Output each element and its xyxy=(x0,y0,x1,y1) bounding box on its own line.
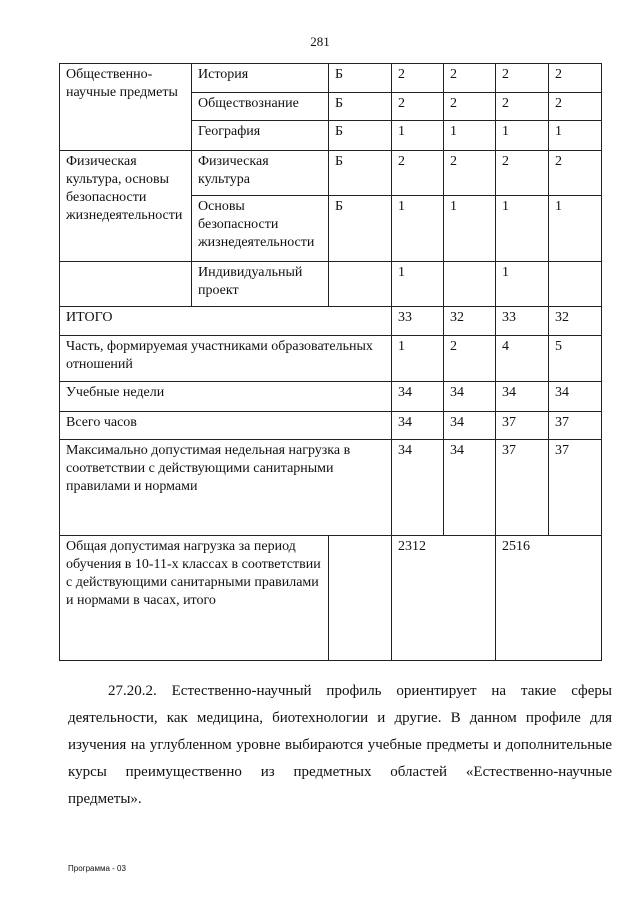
hours-cell: 34 xyxy=(496,382,549,412)
subject-area-cell: Общественно-научные предметы xyxy=(60,64,192,151)
hours-cell: 34 xyxy=(444,382,496,412)
hours-cell: 1 xyxy=(392,262,444,307)
hours-cell: 1 xyxy=(496,121,549,151)
table-row xyxy=(60,536,602,661)
total-load-cell: 2312 xyxy=(392,536,496,661)
level-cell: Б xyxy=(329,64,392,93)
hours-cell: 2 xyxy=(444,336,496,382)
hours-cell: 37 xyxy=(549,440,602,536)
level-cell: Б xyxy=(329,196,392,262)
table-row xyxy=(60,151,602,196)
hours-cell: 2 xyxy=(496,64,549,93)
hours-cell: 1 xyxy=(496,262,549,307)
hours-cell: 1 xyxy=(549,121,602,151)
hours-cell: 34 xyxy=(549,382,602,412)
subject-cell: Основы безопасности жизнедеятельности xyxy=(192,196,329,262)
hours-cell: 37 xyxy=(496,440,549,536)
hours-cell: 34 xyxy=(392,412,444,440)
hours-cell: 2 xyxy=(392,151,444,196)
page-number: 281 xyxy=(310,34,330,49)
table-row xyxy=(60,336,602,382)
subject-cell: Индивидуальный проект xyxy=(192,262,329,307)
hours-cell: 37 xyxy=(549,412,602,440)
level-cell: Б xyxy=(329,93,392,121)
hours-cell: 2 xyxy=(392,93,444,121)
hours-cell: 1 xyxy=(549,196,602,262)
table-row xyxy=(60,307,602,336)
summary-label-cell: Часть, формируемая участниками образовательных отношений xyxy=(60,336,392,382)
hours-cell: 37 xyxy=(496,412,549,440)
subject-cell: История xyxy=(192,64,329,93)
paragraph: 27.20.2. Естественно-научный профиль ориентирует на такие сферы деятельности, как медицина, биотехнологии и другие. В данном профиле для изучения на углубленном уровне выбираются учебные предметы и дополнительные курсы преимущественно из предметных областей «Естественно-научные предметы». xyxy=(68,683,612,807)
total-load-label-cell: Общая допустимая нагрузка за период обучения в 10-11-х классах в соответствии с действующими санитарными правилами и нормами в часах, итого xyxy=(60,536,329,661)
hours-cell: 2 xyxy=(444,151,496,196)
table-row xyxy=(60,382,602,412)
level-cell: Б xyxy=(329,121,392,151)
hours-cell: 32 xyxy=(444,307,496,336)
hours-cell: 34 xyxy=(444,440,496,536)
hours-cell: 2 xyxy=(444,64,496,93)
hours-cell: 1 xyxy=(392,336,444,382)
body-text xyxy=(68,678,612,813)
hours-cell: 1 xyxy=(444,196,496,262)
hours-cell: 1 xyxy=(392,196,444,262)
hours-cell: 4 xyxy=(496,336,549,382)
hours-cell: 32 xyxy=(549,307,602,336)
footer-label: Программа - 03 xyxy=(68,864,126,873)
empty-cell xyxy=(329,536,392,661)
level-cell: Б xyxy=(329,151,392,196)
hours-cell: 33 xyxy=(496,307,549,336)
summary-label-cell: Максимально допустимая недельная нагрузка в соответствии с действующими санитарными правилами и нормами xyxy=(60,440,392,536)
table-row xyxy=(60,440,602,536)
hours-cell: 1 xyxy=(496,196,549,262)
hours-cell: 2 xyxy=(496,93,549,121)
summary-label-cell: ИТОГО xyxy=(60,307,392,336)
hours-cell: 1 xyxy=(444,121,496,151)
total-load-cell: 2516 xyxy=(496,536,602,661)
table-row xyxy=(60,262,602,307)
hours-cell: 34 xyxy=(392,440,444,536)
summary-label-cell: Всего часов xyxy=(60,412,392,440)
hours-cell: 1 xyxy=(392,121,444,151)
hours-cell: 2 xyxy=(392,64,444,93)
hours-cell: 2 xyxy=(444,93,496,121)
hours-cell: 33 xyxy=(392,307,444,336)
subject-area-cell: Физическая культура, основы безопасности жизнедеятельности xyxy=(60,151,192,262)
hours-cell: 2 xyxy=(549,151,602,196)
subject-cell: География xyxy=(192,121,329,151)
hours-cell: 34 xyxy=(392,382,444,412)
hours-cell: 5 xyxy=(549,336,602,382)
hours-cell: 2 xyxy=(549,93,602,121)
subject-cell: Физическая культура xyxy=(192,151,329,196)
level-cell xyxy=(329,262,392,307)
summary-label-cell: Учебные недели xyxy=(60,382,392,412)
curriculum-table xyxy=(59,63,602,661)
hours-cell: 34 xyxy=(444,412,496,440)
subject-cell: Обществознание xyxy=(192,93,329,121)
hours-cell: 2 xyxy=(549,64,602,93)
hours-cell: 2 xyxy=(496,151,549,196)
table-row xyxy=(60,412,602,440)
hours-cell xyxy=(444,262,496,307)
hours-cell xyxy=(549,262,602,307)
table-row xyxy=(60,64,602,93)
subject-area-cell xyxy=(60,262,192,307)
